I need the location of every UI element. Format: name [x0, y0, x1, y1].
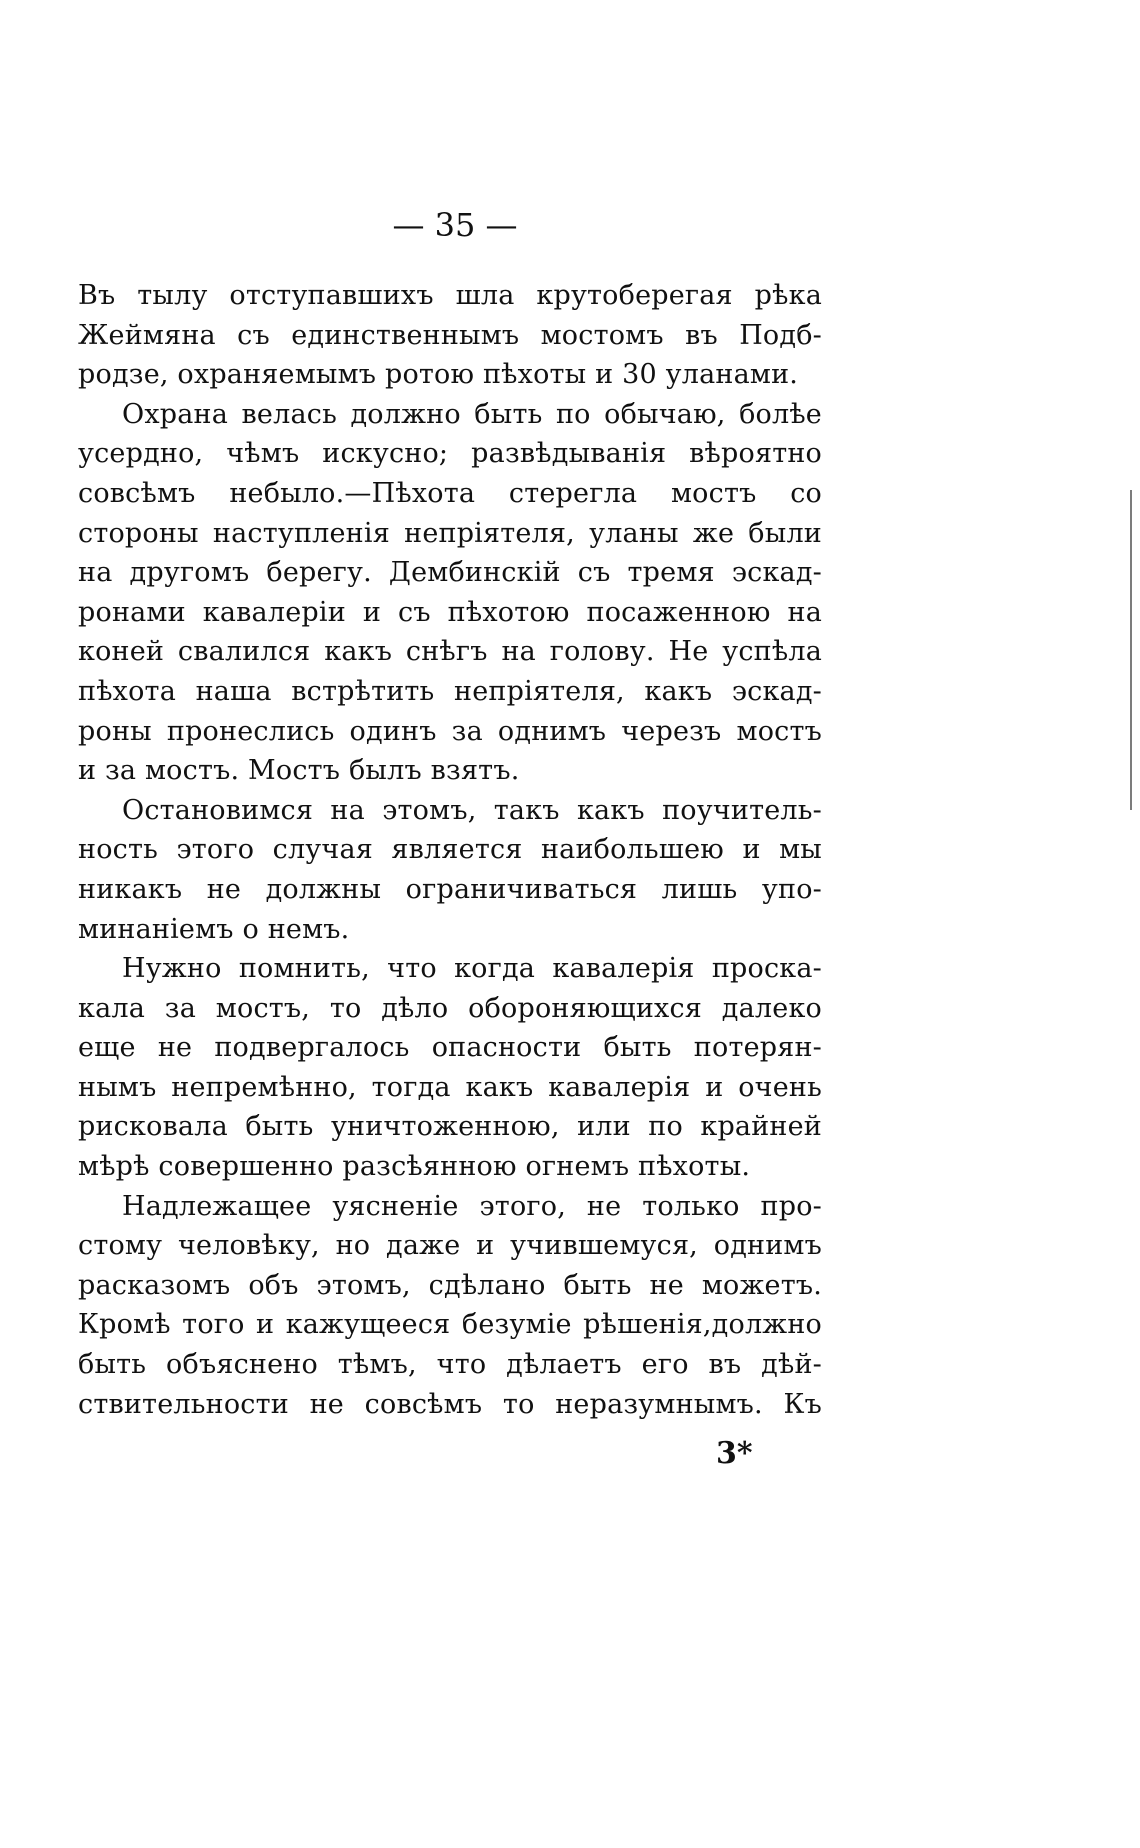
paragraph-3 — [78, 791, 822, 949]
body-text — [78, 276, 822, 1424]
text-line: ронами кавалеріи и съ пѣхотою посаженною на — [78, 596, 822, 628]
text-line: Жеймяна съ единственнымъ мостомъ въ Подб- — [78, 319, 822, 351]
paragraph-5 — [78, 1187, 822, 1425]
text-line: Въ тылу отступавшихъ шла крутоберегая рѣка — [78, 280, 822, 311]
text-line: расказомъ объ этомъ, сдѣлано быть не можетъ. — [78, 1269, 822, 1301]
text-line: быть объяснено тѣмъ, что дѣлаетъ его въ дѣй- — [78, 1349, 822, 1381]
text-line: усердно, чѣмъ искусно; развѣдыванія вѣроятно — [78, 438, 822, 470]
text-line: еще не подвергалось опасности быть потерян- — [78, 1032, 822, 1064]
text-line: Надлежащее уясненіе этого, не только про- — [122, 1190, 822, 1222]
text-line: рисковала быть уничтоженною, или по крайней — [78, 1111, 822, 1143]
text-line: стому человѣку, но даже и учившемуся, однимъ — [78, 1230, 822, 1262]
text-line: ствительности не совсѣмъ то неразумнымъ. Къ — [78, 1388, 822, 1420]
text-line: мѣрѣ совершенно разсѣянною огнемъ пѣхоты. — [78, 1151, 751, 1183]
text-line: Кромѣ того и кажущееся безуміе рѣшенія,должно — [78, 1309, 822, 1341]
text-line: роны пронеслись одинъ за однимъ черезъ мостъ — [78, 715, 822, 747]
signature-mark: 3* — [716, 1436, 753, 1471]
text-line: Остановимся на этомъ, такъ какъ поучитель- — [122, 794, 822, 826]
text-line: нымъ непремѣнно, тогда какъ кавалерія и очень — [78, 1071, 822, 1103]
paragraph-1 — [78, 276, 822, 395]
text-line: Нужно помнить, что когда кавалерія проска- — [122, 953, 822, 985]
text-line: кала за мостъ, то дѣло обороняющихся далеко — [78, 992, 822, 1024]
paragraph-4 — [78, 949, 822, 1187]
text-line: и за мостъ. Мостъ былъ взятъ. — [78, 755, 520, 787]
text-line: никакъ не должны ограничиваться лишь упо- — [78, 873, 822, 905]
page-number: — 35 — — [392, 206, 518, 244]
text-line: минаніемъ о немъ. — [78, 913, 350, 945]
text-line: пѣхота наша встрѣтить непріятеля, какъ эскад- — [78, 675, 822, 707]
scan-edge-rule — [1130, 490, 1132, 810]
text-line: ность этого случая является наибольшею и мы — [78, 834, 822, 866]
text-line: Охрана велась должно быть по обычаю, болѣе — [122, 398, 822, 430]
paragraph-2 — [78, 395, 822, 791]
text-line: коней свалился какъ снѣгъ на голову. Не успѣла — [78, 636, 822, 668]
text-line: на другомъ берегу. Дембинскій съ тремя эскад- — [78, 557, 822, 589]
text-line: совсѣмъ небыло.—Пѣхота стерегла мостъ со — [78, 477, 822, 509]
text-line: родзе, охраняемымъ ротою пѣхоты и 30 уланами. — [78, 359, 799, 391]
text-line: стороны наступленія непріятеля, уланы же были — [78, 517, 822, 549]
